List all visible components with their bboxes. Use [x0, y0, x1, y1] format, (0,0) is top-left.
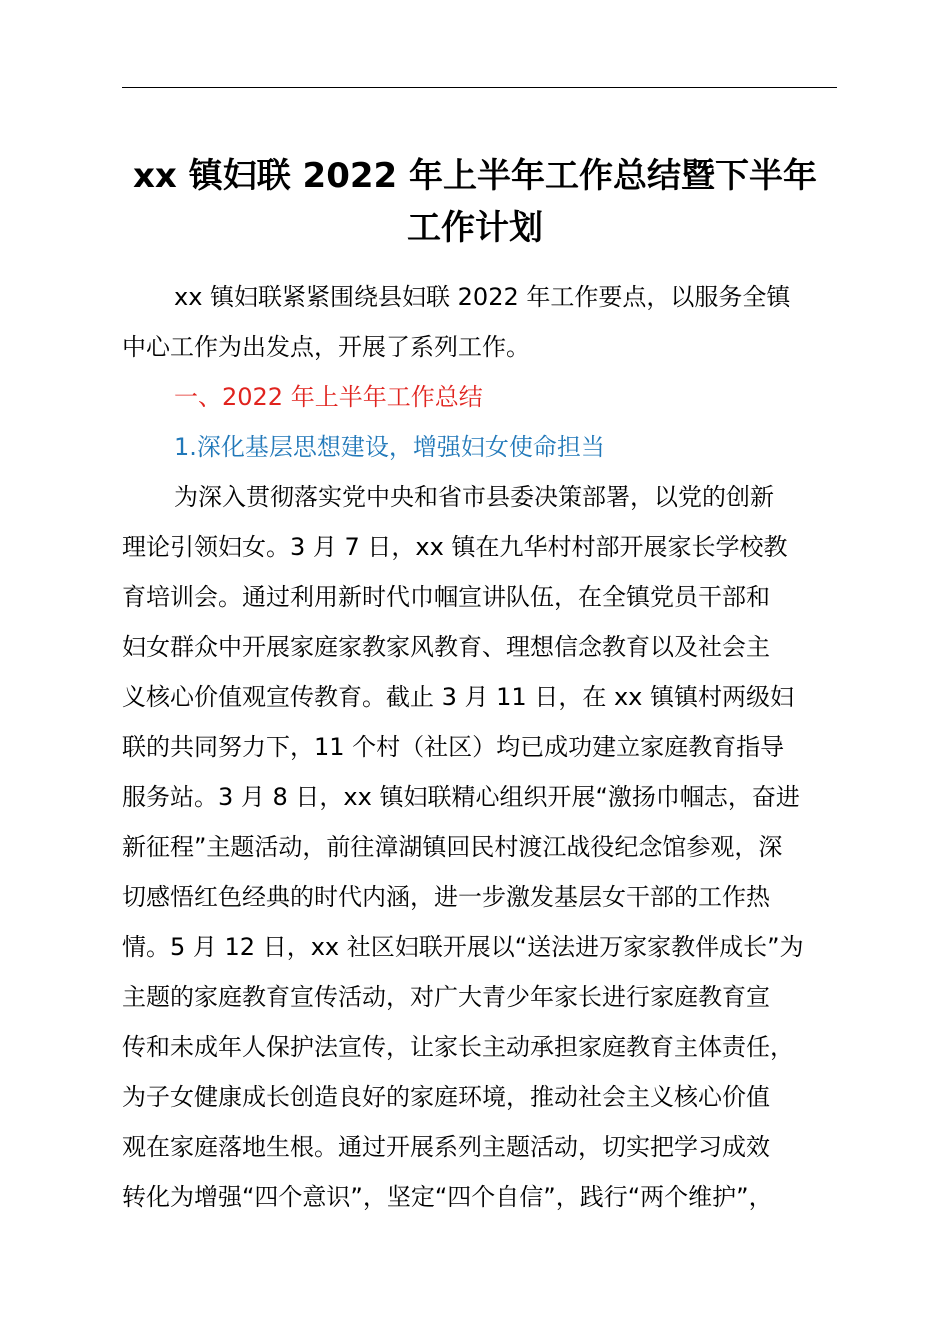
header-rule: [122, 87, 837, 88]
body-line: 为深入贯彻落实党中央和省市县委决策部署，以党的创新: [174, 483, 774, 511]
intro-line: 中心工作为出发点，开展了系列工作。: [122, 333, 530, 361]
document-body: [122, 272, 838, 1222]
body-line: 情。5 月 12 日，xx 社区妇联开展以“送法进万家家教伴成长”为: [122, 933, 804, 961]
body-line: 主题的家庭教育宣传活动，对广大青少年家长进行家庭教育宣: [122, 983, 770, 1011]
body-line: 转化为增强“四个意识”，坚定“四个自信”，践行“两个维护”，: [122, 1183, 773, 1211]
title-line-1: xx 镇妇联 2022 年上半年工作总结暨下半年: [133, 156, 817, 196]
body-line: 联的共同努力下，11 个村（社区）均已成功建立家庭教育指导: [122, 733, 785, 761]
body-line: 义核心价值观宣传教育。截止 3 月 11 日，在 xx 镇镇村两级妇: [122, 683, 794, 711]
subsection-heading: [122, 422, 838, 472]
body-line: 观在家庭落地生根。通过开展系列主题活动，切实把学习成效: [122, 1133, 770, 1161]
body-line: 传和未成年人保护法宣传，让家长主动承担家庭教育主体责任，: [122, 1033, 794, 1061]
body-line: 为子女健康成长创造良好的家庭环境，推动社会主义核心价值: [122, 1083, 770, 1111]
section-heading-text: 一、2022 年上半年工作总结: [174, 383, 483, 411]
intro-paragraph: [122, 272, 838, 372]
body-paragraph: [122, 472, 838, 1222]
intro-line: xx 镇妇联紧紧围绕县妇联 2022 年工作要点，以服务全镇: [174, 283, 791, 311]
body-line: 新征程”主题活动，前往漳湖镇回民村渡江战役纪念馆参观，深: [122, 833, 783, 861]
body-line: 服务站。3 月 8 日，xx 镇妇联精心组织开展“激扬巾帼志，奋进: [122, 783, 800, 811]
body-line: 妇女群众中开展家庭家教家风教育、理想信念教育以及社会主: [122, 633, 770, 661]
section-heading: [122, 372, 838, 422]
document-title: [80, 150, 870, 254]
body-line: 理论引领妇女。3 月 7 日，xx 镇在九华村村部开展家长学校教: [122, 533, 788, 561]
body-line: 切感悟红色经典的时代内涵，进一步激发基层女干部的工作热: [122, 883, 770, 911]
subsection-heading-text: 1.深化基层思想建设，增强妇女使命担当: [174, 433, 605, 461]
body-line: 育培训会。通过利用新时代巾帼宣讲队伍，在全镇党员干部和: [122, 583, 770, 611]
title-line-2: 工作计划: [407, 208, 543, 248]
